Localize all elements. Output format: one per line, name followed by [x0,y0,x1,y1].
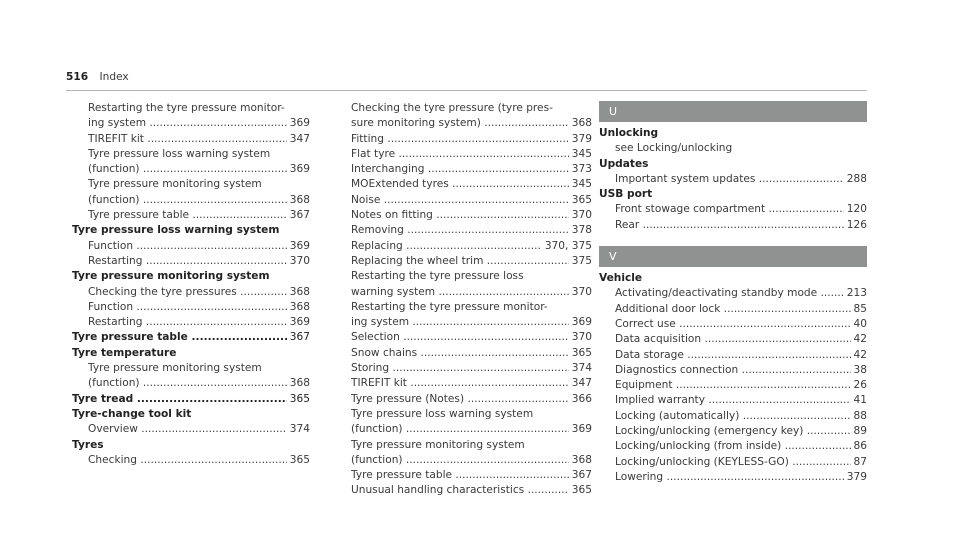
entry-page-number: 86 [851,439,867,454]
index-entry [72,254,310,269]
index-heading [72,330,310,345]
entry-page-number: 368 [287,285,310,300]
entry-page-number: 41 [851,393,867,408]
entry-text: Replacing the wheel trim ..... [351,255,592,267]
entry-page-number: 365 [287,453,310,468]
entry-page-number: 368 [287,376,310,391]
index-entry [335,392,592,407]
index-entry [335,269,592,284]
entry-text: Tyre pressure loss warning system [72,224,280,237]
index-entry [335,132,592,147]
entry-text: Storing ..... [351,362,592,374]
entry-text: Updates [599,157,649,170]
index-entry [599,470,867,485]
entry-text: (function) ..... [88,377,310,389]
entry-text: Restarting the tyre pressure loss [351,270,524,283]
entry-page-number: 367 [569,468,592,483]
index-entry [335,438,592,453]
entry-text: Locking/unlocking (from inside) ..... [615,440,867,452]
index-heading [599,126,867,141]
entry-text: Function ..... [88,301,310,313]
index-entry [335,407,592,422]
entry-text: ing system ..... [351,316,592,328]
entry-text: Flat tyre ..... [351,148,592,160]
index-column-3 [599,101,867,485]
entry-page-number: 26 [851,378,867,393]
index-entry [335,162,592,177]
index-entry [335,147,592,162]
entry-text: Fitting ..... [351,133,592,145]
index-entry [335,376,592,391]
entry-text: Tyre pressure table ..... [351,469,592,481]
index-entry [599,332,867,347]
entry-text: TIREFIT kit ..... [88,133,310,145]
entry-text: Restarting the tyre pressure monitor- [351,300,548,313]
entry-text: Tyres [72,438,104,451]
index-heading [72,269,310,284]
entry-page-number: 365 [569,346,592,361]
index-entry [599,141,867,156]
index-entry [599,218,867,233]
entry-text: Replacing ..... [351,240,592,252]
entry-page-number: 369 [287,315,310,330]
entry-page-number: 365 [569,483,592,498]
entry-page-number: 370 [569,208,592,223]
entry-text: Locking/unlocking (KEYLESS-GO) ..... [615,456,867,468]
entry-page-number: 368 [569,453,592,468]
entry-text: warning system ..... [351,286,592,298]
index-entry [335,285,592,300]
entry-text: Equipment ..... [615,379,867,391]
index-entry [599,348,867,363]
index-entry [335,223,592,238]
index-entry [599,393,867,408]
entry-page-number: 374 [569,361,592,376]
letter-section-header: V [599,246,867,267]
entry-text: Lowering ..... [615,471,867,483]
index-entry [72,361,310,376]
index-entry [335,101,592,116]
entry-page-number: 367 [287,208,310,223]
entry-text: Restarting ..... [88,316,310,328]
entry-text: Data storage ..... [615,349,867,361]
entry-text: Tyre pressure monitoring system [72,270,270,283]
entry-page-number: 367 [287,330,310,345]
index-entry [335,468,592,483]
entry-text: ing system ..... [88,117,310,129]
page-header [66,70,129,90]
index-entry [72,147,310,162]
letter-section-header: U [599,101,867,122]
entry-text: Tyre tread ..... [72,393,310,405]
entry-text: (function) ..... [351,454,592,466]
entry-page-number: 379 [844,470,867,485]
index-entry [599,378,867,393]
index-heading [72,346,310,361]
index-entry [72,162,310,177]
entry-page-number: 88 [851,409,867,424]
index-entry [599,302,867,317]
entry-text: Tyre pressure table ..... [72,331,310,343]
entry-page-number: 366 [569,392,592,407]
entry-text: Locking (automatically) ..... [615,410,867,422]
index-heading [599,187,867,202]
entry-text: Removing ..... [351,224,592,236]
index-entry [335,483,592,498]
entry-text: Selection ..... [351,331,592,343]
index-heading [72,392,310,407]
entry-text: Tyre pressure loss warning system [351,407,534,420]
entry-text: Interchanging ..... [351,163,592,175]
entry-text: Correct use ..... [615,318,867,330]
index-entry [335,254,592,269]
index-entry [72,132,310,147]
entry-text: Implied warranty ..... [615,394,867,406]
entry-text: Unlocking [599,127,659,139]
entry-page-number: 365 [287,392,310,407]
entry-page-number: 345 [569,147,592,162]
index-heading [599,271,867,286]
entry-text: USB port [599,188,653,201]
entry-page-number: 42 [851,348,867,363]
index-entry [72,376,310,391]
index-heading [72,223,310,238]
index-entry [599,424,867,439]
entry-page-number: 347 [287,132,310,147]
entry-text: sure monitoring system) ..... [351,117,592,129]
entry-page-number: 85 [851,302,867,317]
entry-page-number: 126 [844,218,867,233]
index-entry [599,363,867,378]
index-entry [72,101,310,116]
index-column-2 [335,101,592,499]
entry-text: Checking ..... [88,454,310,466]
entry-text: Tyre temperature [72,346,177,359]
index-heading [599,157,867,172]
entry-page-number: 373 [569,162,592,177]
index-entry [599,439,867,454]
entry-text: Locking/unlocking (emergency key) ..... [615,425,867,437]
entry-text: Additional door lock ..... [615,303,867,315]
index-entry [72,453,310,468]
page-number: 516 [66,71,89,83]
entry-text: Rear ..... [615,219,867,231]
index-entry [335,208,592,223]
entry-text: Unusual handling characteristics ..... [351,484,592,496]
entry-page-number: 369 [569,315,592,330]
section-gap [599,233,867,246]
entry-text: Tyre pressure monitoring system [88,178,262,191]
index-entry [72,300,310,315]
index-heading [72,438,310,453]
entry-page-number: 370 [569,330,592,345]
index-entry [335,177,592,192]
entry-page-number: 369 [287,162,310,177]
entry-text: MOExtended tyres ..... [351,178,592,190]
entry-page-number: 370 [287,254,310,269]
index-entry [72,315,310,330]
index-entry [599,455,867,470]
index-entry [335,453,592,468]
index-entry [599,317,867,332]
entry-text: Tyre-change tool kit [72,407,192,420]
index-entry [72,285,310,300]
index-entry [335,330,592,345]
index-entry [599,172,867,187]
entry-page-number: 369 [569,422,592,437]
index-entry [335,116,592,131]
entry-text: Tyre pressure table ..... [88,209,310,221]
index-entry [599,409,867,424]
entry-text: Snow chains ..... [351,347,592,359]
entry-page-number: 288 [844,172,867,187]
entry-page-number: 370, 375 [542,239,592,254]
entry-page-number: 38 [851,363,867,378]
index-column-1 [72,101,310,468]
entry-page-number: 369 [287,239,310,254]
index-entry [72,208,310,223]
entry-text: Overview ..... [88,423,310,435]
index-entry [335,361,592,376]
entry-text: Checking the tyre pressures ..... [88,286,310,298]
entry-text: Data acquisition ..... [615,333,867,345]
entry-text: TIREFIT kit ..... [351,377,592,389]
entry-page-number: 40 [851,317,867,332]
entry-page-number: 368 [287,193,310,208]
entry-text: Tyre pressure loss warning system [88,147,271,160]
entry-page-number: 365 [569,193,592,208]
entry-page-number: 379 [569,132,592,147]
index-entry [72,177,310,192]
entry-text: Noise ..... [351,194,592,206]
entry-text: Front stowage compartment ..... [615,203,867,215]
index-entry [335,193,592,208]
index-entry [72,239,310,254]
entry-page-number: 347 [569,376,592,391]
entry-text: Vehicle [599,272,643,285]
entry-text: Diagnostics connection ..... [615,364,867,376]
entry-text: Tyre pressure monitoring system [351,438,525,451]
header-divider [66,90,867,91]
entry-text: Restarting the tyre pressure monitor- [88,102,285,114]
entry-page-number: 345 [569,177,592,192]
entry-text: Checking the tyre pressure (tyre pres- [351,102,553,114]
entry-page-number: 120 [844,202,867,217]
index-heading [72,407,310,422]
entry-text: Restarting ..... [88,255,310,267]
entry-page-number: 42 [851,332,867,347]
entry-text: Tyre pressure (Notes) ..... [351,393,592,405]
entry-text: Tyre pressure monitoring system [88,362,262,375]
entry-text: Notes on fitting ..... [351,209,592,221]
entry-page-number: 369 [287,116,310,131]
index-entry [72,116,310,131]
entry-text: (function) ..... [88,194,310,206]
entry-page-number: 378 [569,223,592,238]
index-entry [599,286,867,301]
index-entry [599,202,867,217]
entry-page-number: 87 [851,455,867,470]
index-entry [335,422,592,437]
entry-page-number: 89 [851,424,867,439]
entry-text: see Locking/unlocking [615,142,733,155]
page-title: Index [99,71,129,83]
index-entry [72,422,310,437]
index-entry [335,239,592,254]
index-entry [335,346,592,361]
index-entry [335,315,592,330]
entry-text: Important system updates ..... [615,173,867,185]
entry-text: (function) ..... [351,423,592,435]
entry-page-number: 375 [569,254,592,269]
entry-text: Function ..... [88,240,310,252]
index-entry [72,193,310,208]
entry-page-number: 370 [569,285,592,300]
entry-page-number: 374 [287,422,310,437]
entry-page-number: 368 [287,300,310,315]
entry-page-number: 213 [844,286,867,301]
entry-text: (function) ..... [88,163,310,175]
entry-page-number: 368 [569,116,592,131]
index-entry [335,300,592,315]
entry-text: Activating/deactivating standby mode ..... [615,287,867,299]
